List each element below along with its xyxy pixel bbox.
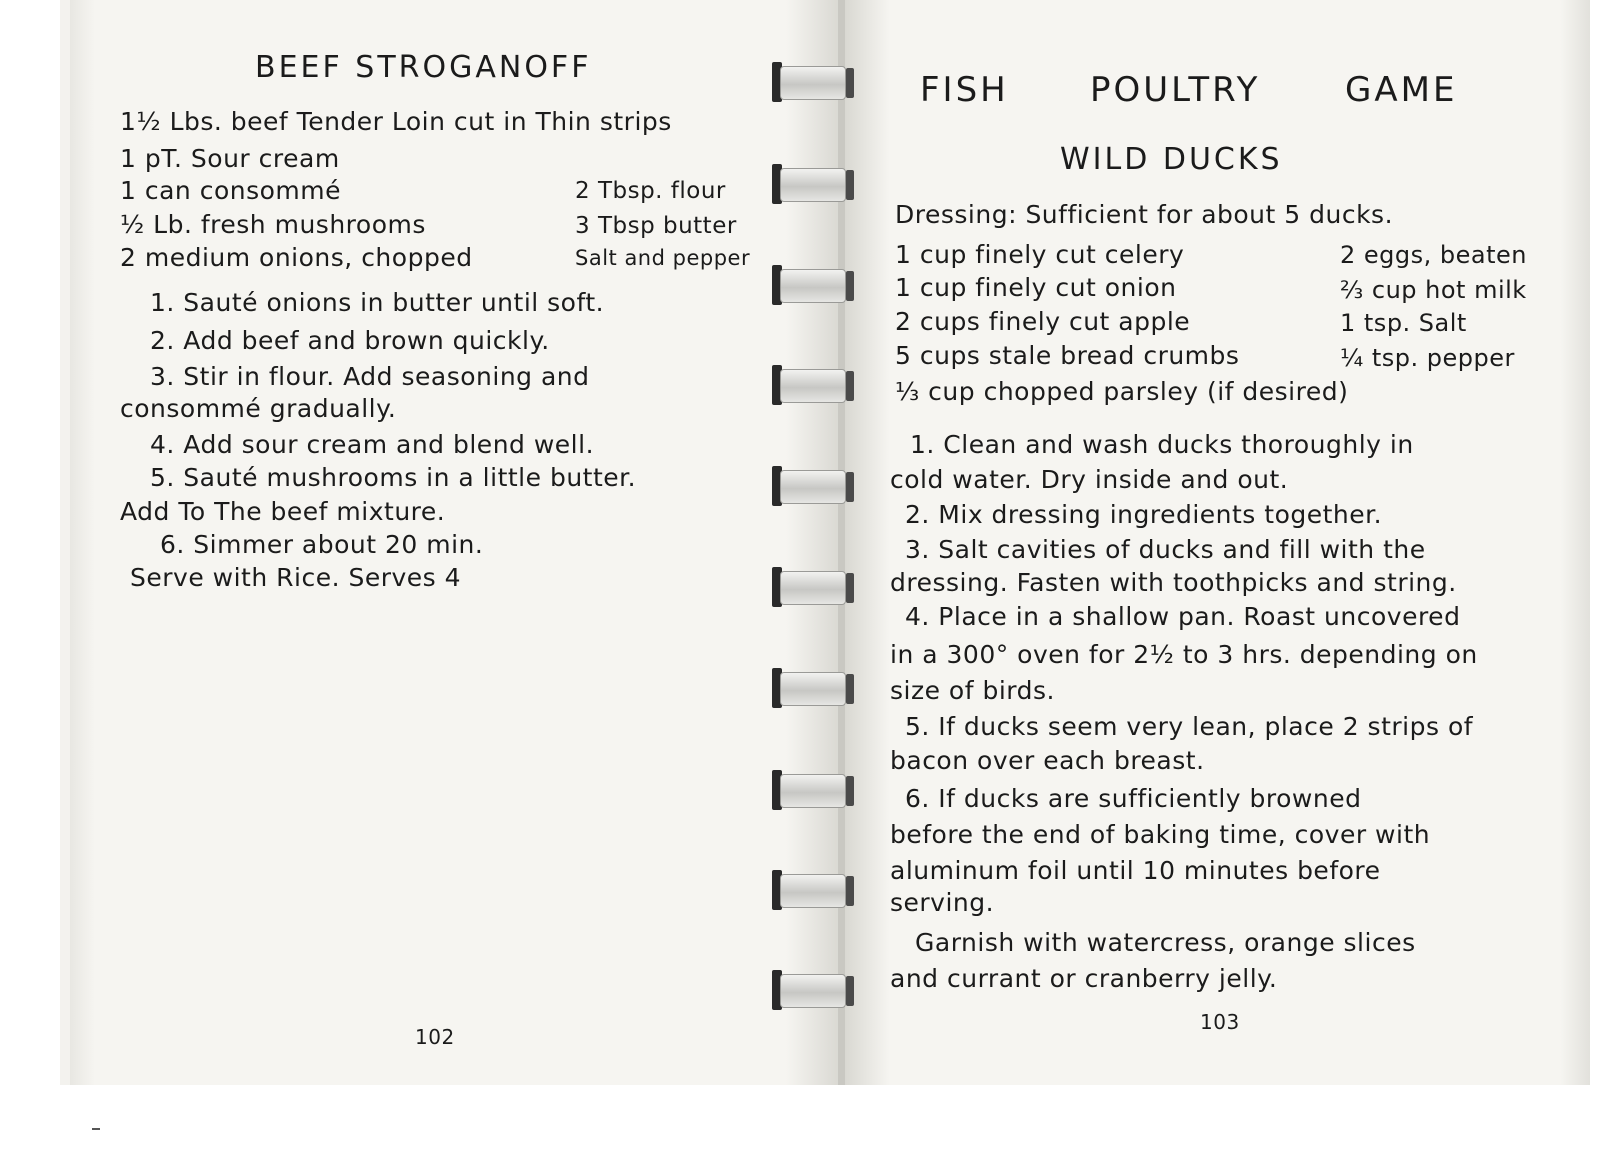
- step-line: size of birds.: [890, 676, 1055, 705]
- step-line: Garnish with watercress, orange slices: [915, 928, 1416, 957]
- binding-ring: [772, 770, 856, 810]
- step-line: 1. Sauté onions in butter until soft.: [150, 288, 605, 317]
- ingredient-line-right: ⅔ cup hot milk: [1340, 276, 1527, 304]
- right-page: [845, 0, 1590, 1085]
- page-number: 103: [1200, 1010, 1240, 1034]
- step-line: 5. If ducks seem very lean, place 2 strips of: [905, 712, 1474, 741]
- binding-ring: [772, 466, 856, 506]
- ingredient-line-right: 2 eggs, beaten: [1340, 241, 1527, 269]
- binding-ring: [772, 870, 856, 910]
- ingredient-line: 2 medium onions, chopped: [120, 243, 473, 272]
- ingredient-line: 1 can consommé: [120, 176, 342, 205]
- ingredient-line-right: 1 tsp. Salt: [1340, 309, 1467, 337]
- page-number: 102: [415, 1025, 455, 1049]
- binding-ring: [772, 164, 856, 204]
- step-line: 4. Place in a shallow pan. Roast uncovered: [905, 602, 1461, 631]
- binding-ring: [772, 62, 856, 102]
- ingredient-line-right: Salt and pepper: [575, 246, 751, 270]
- chapter-heading-fish: FISH: [920, 70, 1009, 110]
- step-line: 5. Sauté mushrooms in a little butter.: [150, 463, 637, 492]
- binding-ring: [772, 365, 856, 405]
- step-line: in a 300° oven for 2½ to 3 hrs. depending on: [890, 640, 1478, 669]
- ingredient-line: 5 cups stale bread crumbs: [895, 341, 1240, 370]
- ingredient-line: 1 cup finely cut celery: [895, 240, 1185, 269]
- scan-speck: [92, 1128, 100, 1130]
- ingredient-line: 1 cup finely cut onion: [895, 273, 1177, 302]
- step-line: before the end of baking time, cover with: [890, 820, 1431, 849]
- step-line: aluminum foil until 10 minutes before: [890, 856, 1381, 885]
- step-line: 1. Clean and wash ducks thoroughly in: [910, 430, 1414, 459]
- step-line: cold water. Dry inside and out.: [890, 465, 1289, 494]
- binding-ring: [772, 970, 856, 1010]
- step-line: consommé gradually.: [120, 394, 397, 423]
- chapter-heading-poultry: POULTRY: [1090, 70, 1261, 110]
- recipe-title-wild-ducks: WILD DUCKS: [1060, 142, 1283, 177]
- ingredient-line-right: 2 Tbsp. flour: [575, 178, 726, 204]
- ingredient-line: 2 cups finely cut apple: [895, 307, 1191, 336]
- binding-ring: [772, 265, 856, 305]
- chapter-heading-game: GAME: [1345, 70, 1458, 110]
- ingredient-line: ⅓ cup chopped parsley (if desired): [895, 377, 1349, 406]
- left-page: [70, 0, 840, 1085]
- step-line: 3. Salt cavities of ducks and fill with the: [905, 535, 1426, 564]
- step-line: 3. Stir in flour. Add seasoning and: [150, 362, 590, 391]
- step-line: dressing. Fasten with toothpicks and string.: [890, 568, 1457, 597]
- dressing-intro: Dressing: Sufficient for about 5 ducks.: [895, 200, 1394, 229]
- step-line: 6. Simmer about 20 min.: [160, 530, 484, 559]
- step-line: 4. Add sour cream and blend well.: [150, 430, 595, 459]
- step-line: 6. If ducks are sufficiently browned: [905, 784, 1362, 813]
- binding-ring: [772, 668, 856, 708]
- step-line: Add To The beef mixture.: [120, 497, 446, 526]
- ingredient-line-right: ¼ tsp. pepper: [1340, 344, 1515, 372]
- ingredient-line: 1½ Lbs. beef Tender Loin cut in Thin strips: [120, 107, 672, 136]
- step-line: 2. Mix dressing ingredients together.: [905, 500, 1383, 529]
- ingredient-line-right: 3 Tbsp butter: [575, 213, 737, 239]
- ingredient-line: ½ Lb. fresh mushrooms: [120, 210, 426, 239]
- step-line: serving.: [890, 888, 995, 917]
- ingredient-line: 1 pT. Sour cream: [120, 144, 340, 173]
- open-cookbook: [60, 0, 1590, 1085]
- step-line: and currant or cranberry jelly.: [890, 964, 1278, 993]
- step-line: bacon over each breast.: [890, 746, 1205, 775]
- binding-ring: [772, 567, 856, 607]
- recipe-title-beef-stroganoff: BEEF STROGANOFF: [255, 50, 592, 85]
- step-line: 2. Add beef and brown quickly.: [150, 326, 550, 355]
- step-line: Serve with Rice. Serves 4: [130, 563, 462, 592]
